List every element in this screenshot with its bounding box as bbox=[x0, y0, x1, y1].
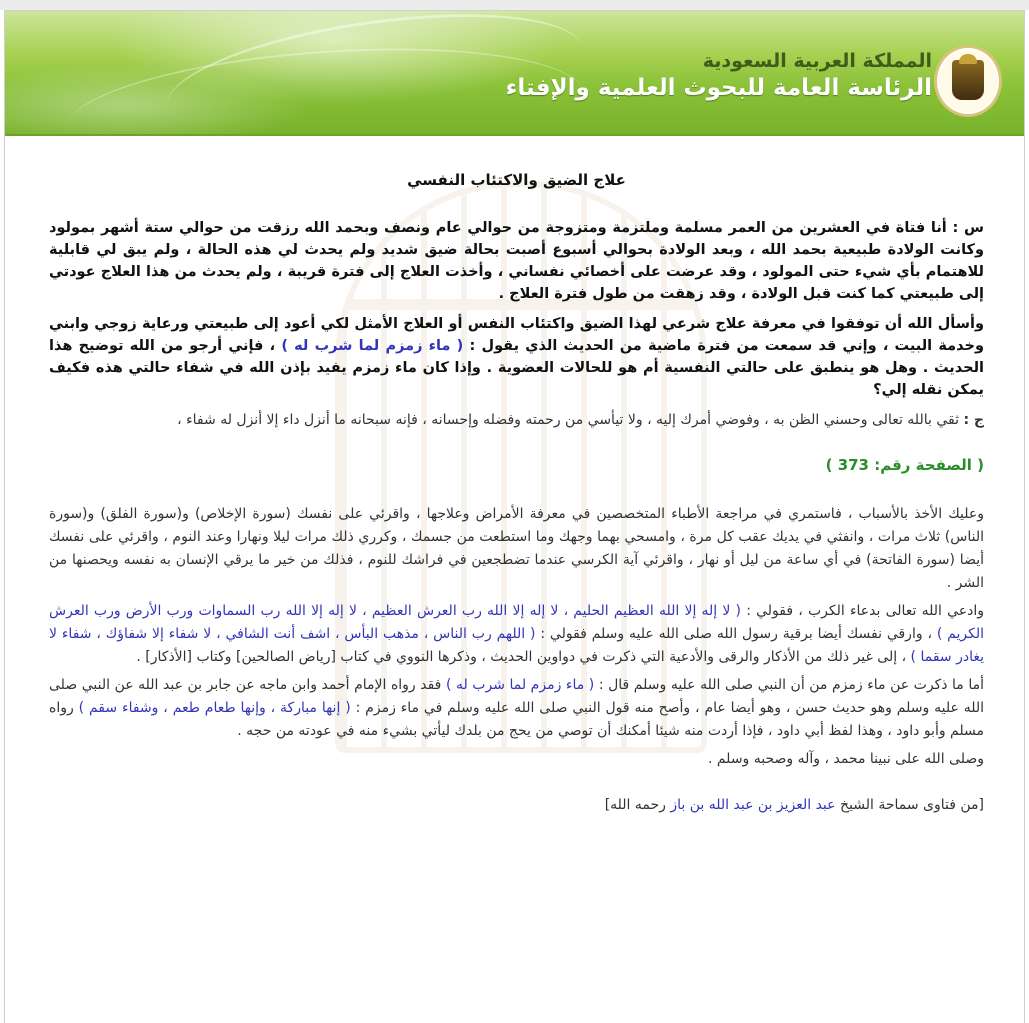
window-top-strip bbox=[0, 0, 1029, 10]
answer-text: ، وارقي نفسك أيضا برقية رسول الله صلى الله عليه وسلم فقولي : bbox=[540, 626, 932, 642]
answer-paragraph bbox=[49, 674, 984, 743]
source-suffix: رحمه الله] bbox=[604, 797, 666, 813]
scholar-link[interactable]: عبد العزيز بن عبد الله بن باز bbox=[670, 797, 836, 813]
answer-text: وادعي الله تعالى بدعاء الكرب ، فقولي : bbox=[746, 603, 985, 619]
org-presidency: الرئاسة العامة للبحوث العلمية والإفتاء bbox=[505, 75, 932, 101]
source-prefix: [من فتاوى سماحة الشيخ bbox=[839, 797, 984, 813]
answer-text: وعليك الأخذ بالأسباب ، فاستمري في مراجعة الأطباء المتخصصين في معرفة الأمراض وعلاجها ، واقرئي على نفسك (سورة الإخلاص) و(سورة الفلق) و(سورة الناس) ثلاث مرات ، وانفثي في يديك عقب كل مرة ، وامسحي بهما وجهك وما استطعت من جسمك ، وكرري ذلك مرات ليلا ونهارا وعند النوم ، واقرئي على نفسك أيضا (سورة الفاتحة) في أي ساعة من ليل أو نهار ، واقرئي آية الكرسي عندما تضطجعين في فراشك للنوم ، فذلك من خير ما يرقي الإنسان به نفسه ويحصنها من الشر . bbox=[49, 506, 984, 591]
answer-text: أما ما ذكرت عن ماء زمزم من أن النبي صلى الله عليه وسلم قال : bbox=[598, 677, 985, 693]
page-frame bbox=[4, 10, 1025, 1023]
answer-label: ج : bbox=[963, 412, 984, 428]
org-country: المملكة العربية السعودية bbox=[702, 50, 932, 72]
answer-paragraph bbox=[49, 600, 984, 669]
answer-text: فقد رواه الإمام أحمد وابن ماجه عن جابر بن عبد الله عن النبي صلى الله عليه وسلم وهو حديث حسن ، وهو أيضا عام ، وأصح منه قول النبي صلى الله عليه وسلم في ماء زمزم : bbox=[49, 677, 985, 716]
closing-line: وصلى الله على نبينا محمد ، وآله وصحبه وسلم . bbox=[707, 751, 984, 767]
ruqya-quote: ( اللهم رب الناس ، مذهب البأس ، اشف أنت الشافي ، لا شفاء إلا شفاؤك ، شفاء لا يغادر سقما ) bbox=[49, 626, 984, 665]
page-number: ( الصفحة رقم: 373 ) bbox=[825, 456, 984, 474]
answer-text: رواه مسلم وأبو داود ، وهذا لفظ أبي داود ، فإذا أردت منه شيئا أمكنك أن توصي من يحج من بلدك ليأتي بشيء منه في عودته من حجه . bbox=[49, 700, 984, 739]
presidency-emblem-icon[interactable] bbox=[934, 45, 1002, 117]
fatwa-source bbox=[49, 797, 984, 813]
answer-paragraph bbox=[49, 503, 984, 595]
hadith-quote: ( ماء زمزم لما شرب له ) bbox=[445, 677, 595, 693]
answer-text: ثقي بالله تعالى وحسني الظن به ، وفوضي أمرك إليه ، ولا تيأسي من رحمته وفضله وإحسانه ، فإنه سبحانه ما أنزل داء إلا أنزل له شفاء ، bbox=[177, 412, 959, 428]
dua-quote: ( لا إله إلا الله العظيم الحليم ، لا إله إلا الله رب العرش العظيم ، لا إله إلا الله رب السماوات ورب الأرض ورب العرش الكريم ) bbox=[49, 603, 985, 642]
question-label: س : bbox=[952, 220, 984, 236]
fatwa-content bbox=[49, 171, 984, 813]
question-paragraph bbox=[49, 313, 984, 401]
emblem-body bbox=[952, 60, 984, 100]
emblem-cap bbox=[959, 54, 977, 64]
question-text: وأسأل الله أن توفقوا في معرفة علاج شرعي لهذا الضيق واكتئاب النفس أو العلاج الأمثل لكي أعود إلى طبيعتي ورعاية زوجي وابني وخدمة البيت ، وإني قد سمعت من فترة ماضية من الحديث الذي يقول : bbox=[49, 316, 984, 354]
question-text: أنا فتاة في العشرين من العمر مسلمة وملتزمة ومتزوجة من حوالي عام ونصف وبحمد الله رزقت من حوالي ستة أشهر بمولود وكانت الولادة طبيعية بحمد الله ، وبعد الولادة بحوالي أسبوع أصبت بحالة ضيق شديد ولم يحدث لي هذه الحالة ، ولم يبق لي قابلية للاهتمام بأي شيء حتى المولود ، وقد عرضت على أخصائي نفساني ، وأخذت العلاج إلى فترة قريبة ، ولم يحدث من هذا العلاج عودتي إلى طبيعتي كما كنت قبل الولادة ، وقد زهقت من طول فترة العلاج . bbox=[49, 220, 984, 302]
page-title: علاج الضيق والاكتئاب النفسي bbox=[407, 171, 626, 189]
question-paragraph bbox=[49, 217, 984, 305]
answer-paragraph bbox=[49, 409, 984, 432]
question-text: ، فإني أرجو من الله توضيح هذا الحديث . وهل هو ينطبق على حالتي النفسية أم هو للحالات العضوية . وإذا كان ماء زمزم يفيد بإذن الله في شفاء حالتي هذه فكيف يمكن نقله إلي؟ bbox=[49, 338, 984, 398]
answer-block bbox=[49, 409, 984, 771]
header-banner bbox=[5, 11, 1024, 136]
hadith-quote: ( إنها مباركة ، وإنها طعام طعم ، وشفاء سقم ) bbox=[78, 700, 351, 716]
question-block bbox=[49, 217, 984, 401]
hadith-quote: ( ماء زمزم لما شرب له ) bbox=[281, 338, 464, 354]
answer-text: ، إلى غير ذلك من الأذكار والرقى والأدعية التي ذكرت في دواوين الحديث ، وذكرها النووي في كتاب [رياض الصالحين] وكتاب [الأذكار] . bbox=[136, 649, 907, 665]
organization-name[interactable] bbox=[506, 49, 932, 103]
